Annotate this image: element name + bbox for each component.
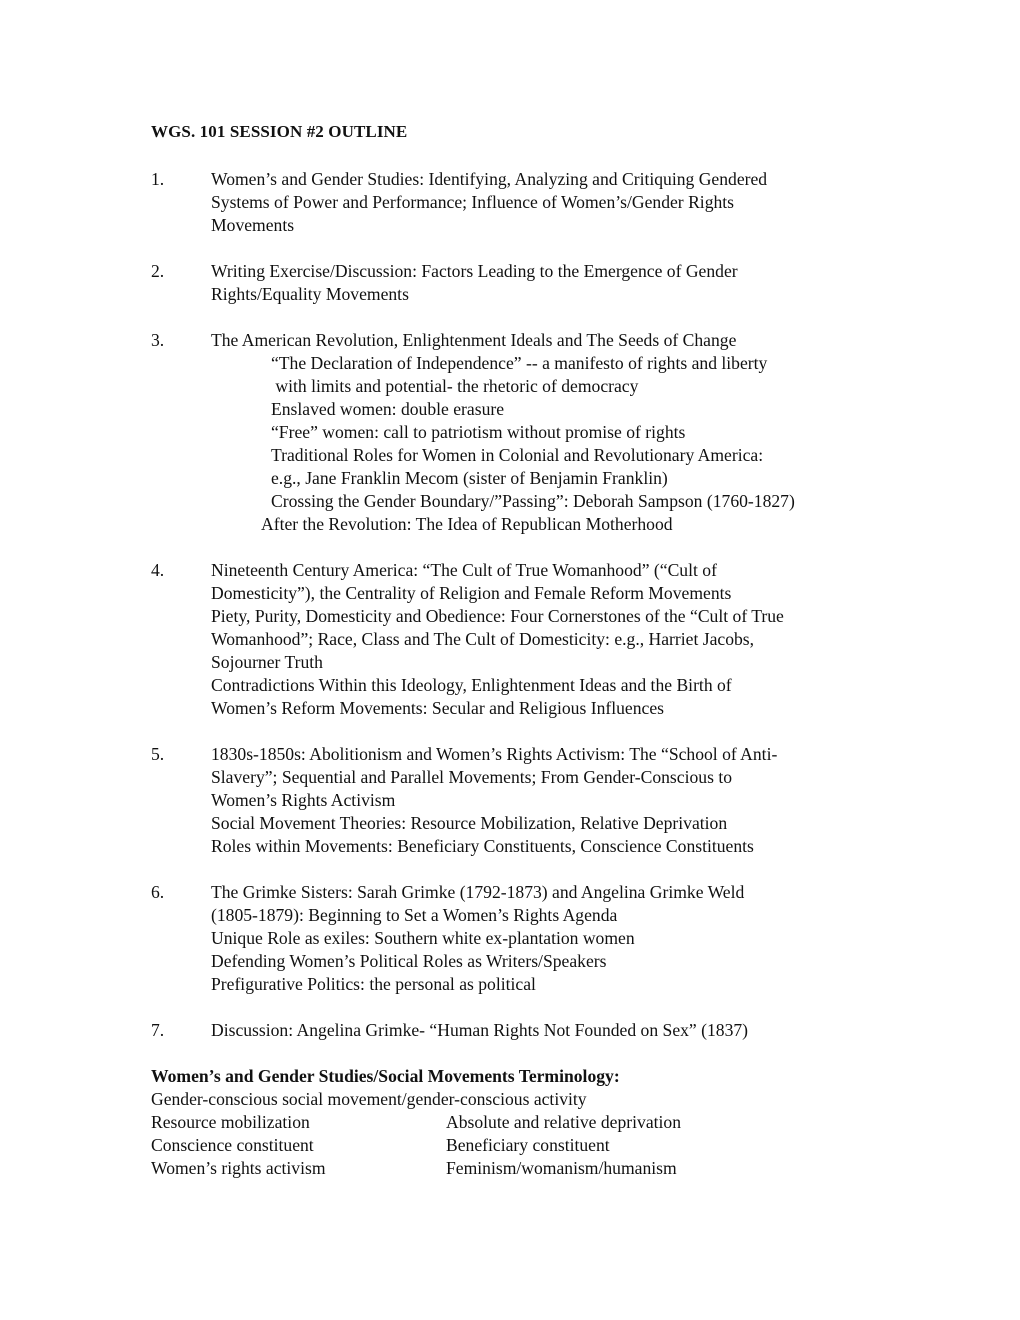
terminology-term: Conscience constituent — [151, 1135, 314, 1155]
item-4-line-2: Domesticity”), the Centrality of Religion and Female Reform Movements — [211, 583, 732, 603]
item-number-4: 4. — [151, 560, 165, 580]
terminology-term: Feminism/womanism/humanism — [446, 1158, 677, 1178]
item-6-line-1: The Grimke Sisters: Sarah Grimke (1792-1873) and Angelina Grimke Weld — [211, 882, 745, 902]
item-1-line-1: Women’s and Gender Studies: Identifying, Analyzing and Critiquing Gendered — [211, 169, 768, 189]
item-4-line-6: Contradictions Within this Ideology, Enlightenment Ideas and the Birth of — [211, 675, 732, 695]
item-6-line-5: Prefigurative Politics: the personal as political — [211, 974, 536, 994]
item-3-line-1: The American Revolution, Enlightenment Ideals and The Seeds of Change — [211, 330, 737, 350]
item-4-line-3: Piety, Purity, Domesticity and Obedience: Four Cornerstones of the “Cult of True — [211, 606, 784, 626]
terminology-term: Absolute and relative deprivation — [446, 1112, 681, 1132]
item-6-line-3: Unique Role as exiles: Southern white ex-plantation women — [211, 928, 635, 948]
item-number-3: 3. — [151, 330, 165, 350]
item-5-line-5: Roles within Movements: Beneficiary Constituents, Conscience Constituents — [211, 836, 754, 856]
item-2-line-2: Rights/Equality Movements — [211, 284, 409, 304]
item-2-line-1: Writing Exercise/Discussion: Factors Leading to the Emergence of Gender — [211, 261, 738, 281]
item-5-line-2: Slavery”; Sequential and Parallel Movements; From Gender-Conscious to — [211, 767, 732, 787]
item-3-sub-6: e.g., Jane Franklin Mecom (sister of Benjamin Franklin) — [271, 468, 668, 488]
item-number-1: 1. — [151, 169, 165, 189]
terminology-term: Women’s rights activism — [151, 1158, 326, 1178]
item-number-7: 7. — [151, 1020, 165, 1040]
item-number-2: 2. — [151, 261, 165, 281]
item-1-line-2: Systems of Power and Performance; Influence of Women’s/Gender Rights — [211, 192, 735, 212]
item-5-line-4: Social Movement Theories: Resource Mobilization, Relative Deprivation — [211, 813, 728, 833]
page-title: WGS. 101 SESSION #2 OUTLINE — [151, 122, 408, 141]
item-6-line-2: (1805-1879): Beginning to Set a Women’s Rights Agenda — [211, 905, 618, 925]
terminology-term: Beneficiary constituent — [446, 1135, 610, 1155]
item-3-sub-4: “Free” women: call to patriotism without promise of rights — [271, 422, 686, 442]
item-7-line-1: Discussion: Angelina Grimke- “Human Rights Not Founded on Sex” (1837) — [211, 1020, 749, 1040]
item-6-line-4: Defending Women’s Political Roles as Writers/Speakers — [211, 951, 607, 971]
item-3-sub-7: Crossing the Gender Boundary/”Passing”: Deborah Sampson (1760-1827) — [271, 491, 795, 511]
item-4-line-7: Women’s Reform Movements: Secular and Religious Influences — [211, 698, 664, 718]
item-3-sub-1: “The Declaration of Independence” -- a manifesto of rights and liberty — [271, 353, 768, 373]
item-4-line-5: Sojourner Truth — [211, 652, 323, 672]
item-4-line-1: Nineteenth Century America: “The Cult of True Womanhood” (“Cult of — [211, 560, 717, 580]
item-3-sub-2: with limits and potential- the rhetoric of democracy — [271, 376, 639, 396]
terminology-heading: Women’s and Gender Studies/Social Movements Terminology: — [151, 1066, 620, 1086]
item-5-line-1: 1830s-1850s: Abolitionism and Women’s Rights Activism: The “School of Anti- — [211, 744, 778, 764]
terminology-term: Resource mobilization — [151, 1112, 310, 1132]
item-3-sub-8: After the Revolution: The Idea of Republican Motherhood — [261, 514, 673, 534]
item-number-5: 5. — [151, 744, 165, 764]
item-4-line-4: Womanhood”; Race, Class and The Cult of Domesticity: e.g., Harriet Jacobs, — [211, 629, 755, 649]
item-number-6: 6. — [151, 882, 165, 902]
item-3-sub-3: Enslaved women: double erasure — [271, 399, 505, 419]
item-5-line-3: Women’s Rights Activism — [211, 790, 396, 810]
item-3-sub-5: Traditional Roles for Women in Colonial and Revolutionary America: — [271, 445, 764, 465]
item-1-line-3: Movements — [211, 215, 295, 235]
terminology-line-1: Gender-conscious social movement/gender-conscious activity — [151, 1089, 587, 1109]
